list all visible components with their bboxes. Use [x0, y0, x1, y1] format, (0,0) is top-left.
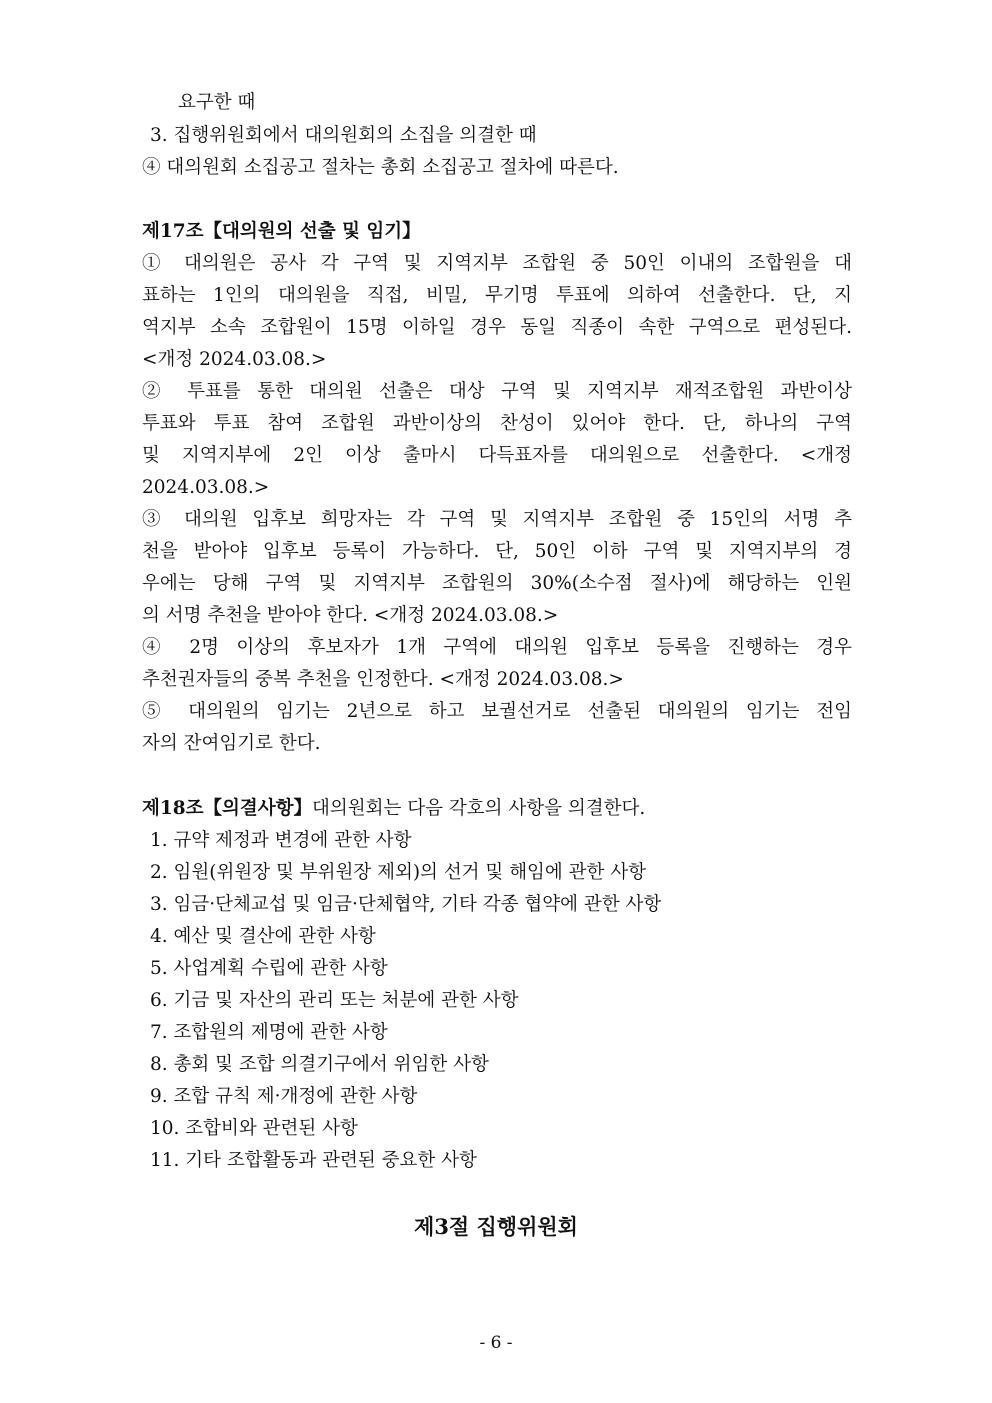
article-17-line: 투표와 투표 참여 조합원 과반이상의 찬성이 있어야 한다. 단, 하나의 구역 — [142, 413, 852, 434]
article-18-title: 【의결사항】 — [203, 798, 312, 819]
intro-line-3: ④ 대의원회 소집공고 절차는 총회 소집공고 절차에 따른다. — [142, 157, 619, 178]
article-17-line: 및 지역지부에 2인 이상 출마시 다득표자를 대의원으로 선출한다. <개정 — [142, 445, 852, 466]
article-18-item: 8. 총회 및 조합 의결기구에서 위임한 사항 — [150, 1054, 489, 1075]
article-17-line: ③ 대의원 입후보 희망자는 각 구역 및 지역지부 조합원 중 15인의 서명 추 — [142, 509, 852, 530]
article-18-item: 1. 규약 제정과 변경에 관한 사항 — [150, 830, 412, 851]
article-18-lead: 대의원회는 다음 각호의 사항을 의결한다. — [312, 798, 646, 819]
article-18-heading — [142, 793, 852, 825]
article-17-line: 추천권자들의 중복 추천을 인정한다. <개정 2024.03.08.> — [142, 669, 624, 690]
article-17-line: ④ 2명 이상의 후보자가 1개 구역에 대의원 입후보 등록을 진행하는 경우 — [142, 637, 852, 658]
article-17-line: ⑤ 대의원의 임기는 2년으로 하고 보궐선거로 선출된 대의원의 임기는 전임 — [142, 701, 852, 722]
article-17-number: 제17조 — [142, 221, 204, 242]
article-17-line: 의 서명 추천을 받아야 한다. <개정 2024.03.08.> — [142, 605, 559, 626]
intro-line-2: 3. 집행위원회에서 대의원회의 소집을 의결한 때 — [150, 125, 537, 146]
article-18-item: 6. 기금 및 자산의 관리 또는 처분에 관한 사항 — [150, 990, 519, 1011]
article-18-item: 7. 조합원의 제명에 관한 사항 — [150, 1022, 388, 1043]
section-heading: 제3절 집행위원회 — [414, 1214, 578, 1239]
article-17-line: 역지부 소속 조합원이 15명 이하일 경우 동일 직종이 속한 구역으로 편성된다. — [142, 317, 852, 338]
article-17-line: 자의 잔여임기로 한다. — [142, 733, 321, 754]
article-17-line: ① 대의원은 공사 각 구역 및 지역지부 조합원 중 50인 이내의 조합원을 대 — [142, 253, 852, 274]
article-17-line: 표하는 1인의 대의원을 직접, 비밀, 무기명 투표에 의하여 선출한다. 단, 지 — [142, 285, 852, 306]
article-17-line: 우에는 당해 구역 및 지역지부 조합원의 30%(소수점 절사)에 해당하는 인원 — [142, 573, 852, 594]
article-17-title: 【대의원의 선출 및 임기】 — [203, 221, 421, 242]
intro-line-1: 요구한 때 — [178, 92, 256, 113]
article-18-item: 2. 임원(위원장 및 부위원장 제외)의 선거 및 해임에 관한 사항 — [150, 862, 647, 883]
article-17-line: ② 투표를 통한 대의원 선출은 대상 구역 및 지역지부 재적조합원 과반이상 — [142, 381, 852, 402]
article-18-item: 11. 기타 조합활동과 관련된 중요한 사항 — [150, 1150, 477, 1171]
article-17-line: 2024.03.08.> — [142, 477, 270, 498]
article-17-heading — [142, 216, 852, 248]
article-18-item: 10. 조합비와 관련된 사항 — [150, 1118, 358, 1139]
article-17-line: 천을 받아야 입후보 등록이 가능하다. 단, 50인 이하 구역 및 지역지부의 경 — [142, 541, 852, 562]
article-18-item: 5. 사업계획 수립에 관한 사항 — [150, 958, 388, 979]
page-number: - 6 - — [479, 1333, 513, 1353]
article-18-item: 4. 예산 및 결산에 관한 사항 — [150, 926, 376, 947]
article-18-item: 9. 조합 규칙 제·개정에 관한 사항 — [150, 1086, 418, 1107]
article-18-item: 3. 임금·단체교섭 및 임금·단체협약, 기타 각종 협약에 관한 사항 — [150, 894, 662, 915]
article-17-line: <개정 2024.03.08.> — [142, 349, 327, 370]
article-18-number: 제18조 — [142, 798, 204, 819]
